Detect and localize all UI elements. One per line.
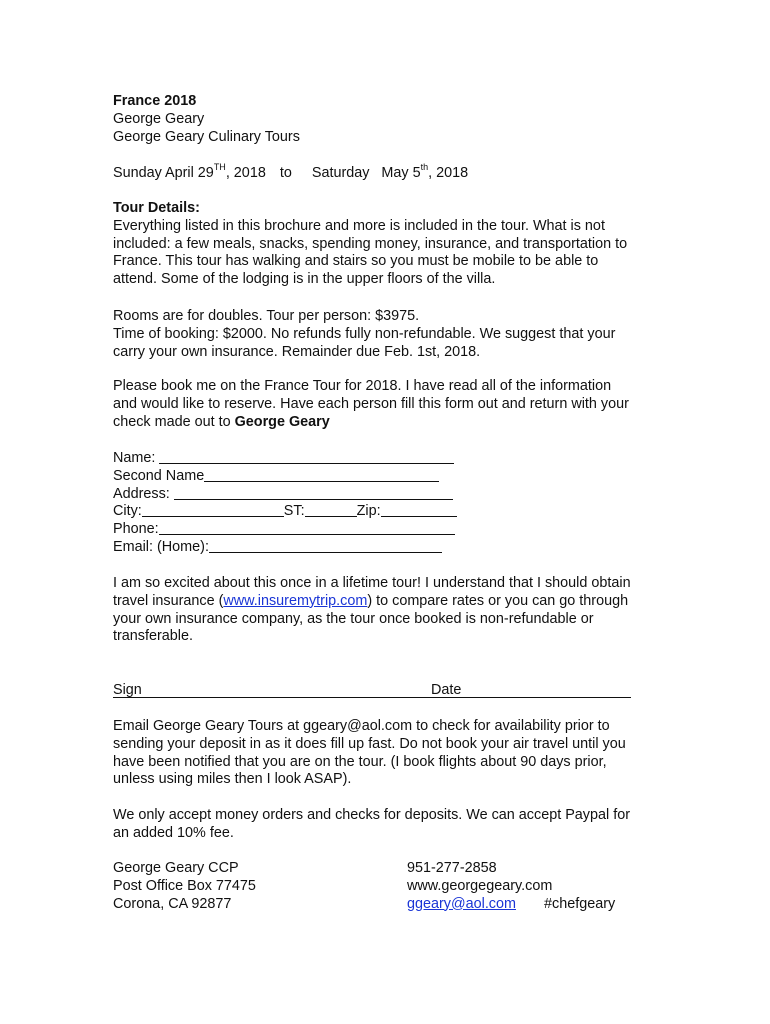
st-blank[interactable] <box>305 503 357 517</box>
phone-field[interactable] <box>113 521 673 539</box>
booking-form <box>113 450 673 557</box>
contact-po-box: Post Office Box 77475 <box>113 877 256 894</box>
city-label: City: <box>113 503 142 520</box>
contact-city: Corona, CA 92877 <box>113 895 232 912</box>
start-date-sup: TH <box>213 162 226 172</box>
insurance-line: transferable. <box>113 628 193 645</box>
availability-line: sending your deposit in as it does fill up fast. Do not book your air travel until you <box>113 735 626 752</box>
phone-blank[interactable] <box>159 521 455 535</box>
contact-hashtag: #chefgeary <box>544 895 616 912</box>
name-label: Name: <box>113 450 160 466</box>
host-name: George Geary <box>113 110 205 127</box>
end-date-sup: th <box>420 162 429 172</box>
end-date-prefix: Saturday May 5 <box>311 165 421 181</box>
payment-note <box>113 807 673 843</box>
insurance-line: I am so excited about this once in a lifetime tour! I understand that I should obtain <box>113 575 631 591</box>
header <box>113 93 673 146</box>
name-blank[interactable] <box>159 450 454 464</box>
payee-name: George Geary <box>234 413 330 430</box>
insurance-line: your own insurance company, as the tour once booked is non-refundable or <box>113 610 594 627</box>
sign-field[interactable] <box>113 682 431 698</box>
date-to: to <box>279 165 292 181</box>
contact-email-row <box>407 896 667 914</box>
contact-online <box>407 860 667 913</box>
booking-line: and would like to reserve. Have each person fill this form out and return with your <box>113 395 629 412</box>
end-date-year: , 2018 <box>428 165 469 181</box>
tour-dates <box>113 162 673 183</box>
payment-line: We only accept money orders and checks for deposits. We can accept Paypal for <box>113 807 630 823</box>
details-line: attend. Some of the lodging is in the upper floors of the villa. <box>113 271 496 288</box>
start-date-prefix: Sunday April 29 <box>113 165 214 181</box>
contact-address <box>113 860 373 913</box>
pricing-line: Rooms are for doubles. Tour per person: $3975. <box>113 308 420 324</box>
phone-label: Phone: <box>113 521 159 538</box>
second-name-blank[interactable] <box>204 468 439 482</box>
email-label: Email: (Home): <box>113 538 209 555</box>
second-name-label: Second Name <box>113 467 205 484</box>
second-name-field[interactable] <box>113 468 673 486</box>
contact-name: George Geary CCP <box>113 860 239 876</box>
sign-label: Sign <box>113 682 142 698</box>
zip-blank[interactable] <box>381 503 457 517</box>
pricing <box>113 308 673 361</box>
company-name: George Geary Culinary Tours <box>113 128 300 145</box>
booking-line <box>113 414 673 432</box>
pricing-line: carry your own insurance. Remainder due Feb. 1st, 2018. <box>113 343 481 360</box>
availability-note <box>113 718 673 789</box>
signature-fields <box>113 682 673 698</box>
date-field[interactable] <box>431 682 631 698</box>
details-line: Everything listed in this brochure and more is included in the tour. What is not <box>113 217 605 234</box>
name-field[interactable] <box>113 450 673 468</box>
details-heading: Tour Details: <box>113 200 200 216</box>
details-line: included: a few meals, snacks, spending money, insurance, and transportation to <box>113 235 628 252</box>
email-blank[interactable] <box>209 539 442 553</box>
insurance-link[interactable]: www.insuremytrip.com <box>223 592 368 609</box>
booking-line: Please book me on the France Tour for 2018. I have read all of the information <box>113 378 612 394</box>
email-field[interactable] <box>113 539 673 557</box>
availability-line: Email George Geary Tours at ggeary@aol.com to check for availability prior to <box>113 718 610 734</box>
contact-email-link[interactable]: ggeary@aol.com <box>407 895 516 912</box>
insurance-line <box>113 593 673 611</box>
availability-line: unless using miles then I look ASAP). <box>113 771 352 788</box>
signature-row <box>113 682 673 698</box>
booking-last-prefix: check made out to <box>113 413 235 430</box>
pricing-line: Time of booking: $2000. No refunds fully non-refundable. We suggest that your <box>113 325 616 342</box>
city-blank[interactable] <box>142 503 284 517</box>
address-blank[interactable] <box>174 486 453 500</box>
zip-label: Zip: <box>356 503 381 520</box>
contact-phone: 951-277-2858 <box>407 860 497 876</box>
insurance-prefix: travel insurance ( <box>113 592 224 609</box>
document-title: France 2018 <box>113 93 197 109</box>
address-label: Address: <box>113 485 174 502</box>
booking-request <box>113 378 673 431</box>
start-date-year: , 2018 <box>225 165 266 181</box>
availability-line: have been notified that you are on the tour. (I book flights about 90 days prior, <box>113 753 607 770</box>
city-st-zip-field[interactable] <box>113 503 673 521</box>
st-label: ST: <box>283 503 305 520</box>
date-range <box>113 162 673 183</box>
contact-website: www.georgegeary.com <box>407 877 553 894</box>
insurance-note <box>113 575 673 646</box>
payment-line: an added 10% fee. <box>113 824 234 841</box>
insurance-suffix: ) to compare rates or you can go through <box>367 592 629 609</box>
date-label: Date <box>431 682 462 698</box>
address-field[interactable] <box>113 486 673 504</box>
details-line: France. This tour has walking and stairs so you must be mobile to be able to <box>113 253 599 270</box>
tour-details <box>113 200 673 289</box>
